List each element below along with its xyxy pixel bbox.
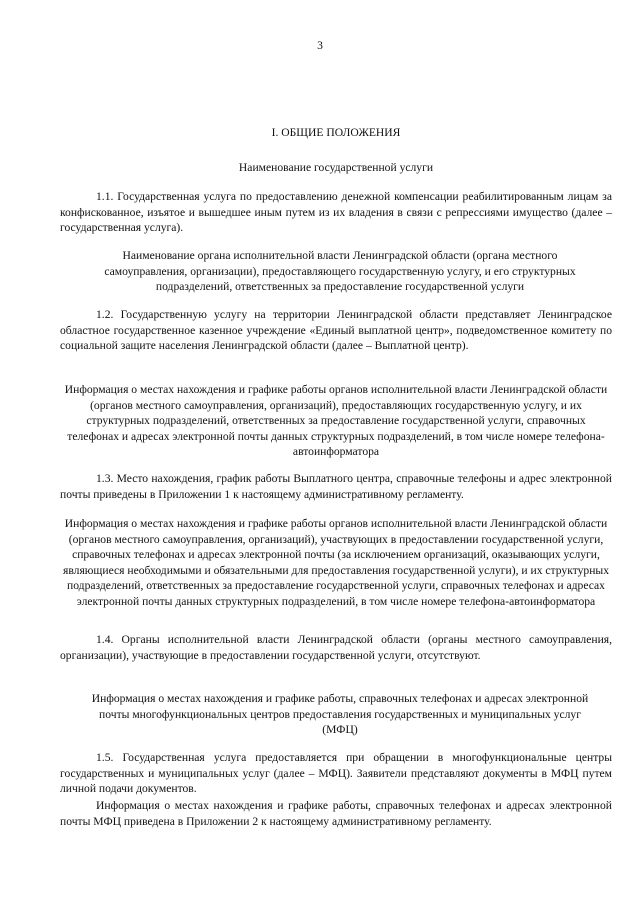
paragraph-1-5: 1.5. Государственная услуга предоставляется при обращении в многофункциональные центры государственных и муниципальных услуг (далее – МФЦ). Заявители представляют документы в МФЦ путем личной подачи документов. bbox=[60, 751, 612, 795]
section-title: I. ОБЩИЕ ПОЛОЖЕНИЯ bbox=[271, 126, 401, 139]
mfc-heading: Информация о местах нахождения и графике работы, справочных телефонах и адресах электронной почты многофункциональных центров предоставления государственных и муниципальных услуг (МФЦ) bbox=[91, 692, 589, 736]
paragraph-1-1: 1.1. Государственная услуга по предоставлению денежной компенсации реабилитированным лицам за конфискованное, изъятое и вышедшее иным путем из их владения в связи с репрессиями имущество (далее – государственная услуга). bbox=[60, 190, 612, 234]
location-heading-2: Информация о местах нахождения и графике работы органов исполнительной власти Ленинградской области (органов местного самоуправления, организаций), участвующих в предоставлении государственной услуги, справочных телефонах и адресах электронной почты (за исключением организаций, оказывающих услуги, являющиеся необходимыми и обязательными для предоставления государственной услуги), и их структурных подразделений, ответственных за предоставление государственной услуги, справочных телефонах и адресах электронной почты данных структурных подразделений, в том числе номере телефона-автоинформатора bbox=[63, 517, 609, 608]
paragraph-1-4: 1.4. Органы исполнительной власти Ленинградской области (органы местного самоуправления, организации), участвующие в предоставлении государственной услуги, отсутствуют. bbox=[60, 633, 612, 662]
location-heading-1: Информация о местах нахождения и графике работы органов исполнительной власти Ленинградской области (органов местного самоуправления, организаций), предоставляющих государственную услугу, и их структурных подразделений, ответственных за предоставление государственной услуги, справочных телефонах и адресах электронной почты данных структурных подразделений, в том числе номере телефона-автоинформатора bbox=[64, 383, 608, 458]
paragraph-1-5-continued: Информация о местах нахождения и графике работы, справочных телефонах и адресах электронной почты МФЦ приведена в Приложении 2 к настоящему административному регламенту. bbox=[60, 799, 612, 828]
service-name-heading: Наименование государственной услуги bbox=[238, 161, 434, 174]
paragraph-1-2: 1.2. Государственную услугу на территории Ленинградской области представляет Ленинградское областное государственное казенное учреждение «Единый выплатной центр», подведомственное комитету по социальной защите населения Ленинградской области (далее – Выплатной центр). bbox=[60, 308, 612, 352]
page-number: 3 bbox=[317, 39, 323, 52]
authority-heading: Наименование органа исполнительной власти Ленинградской области (органа местного самоуправления, организации), предоставляющего государственную услугу, и его структурных подразделений, ответственных за предоставление государственной услуги bbox=[104, 249, 576, 293]
paragraph-1-3: 1.3. Место нахождения, график работы Выплатного центра, справочные телефоны и адрес электронной почты приведены в Приложении 1 к настоящему административному регламенту. bbox=[60, 472, 612, 501]
